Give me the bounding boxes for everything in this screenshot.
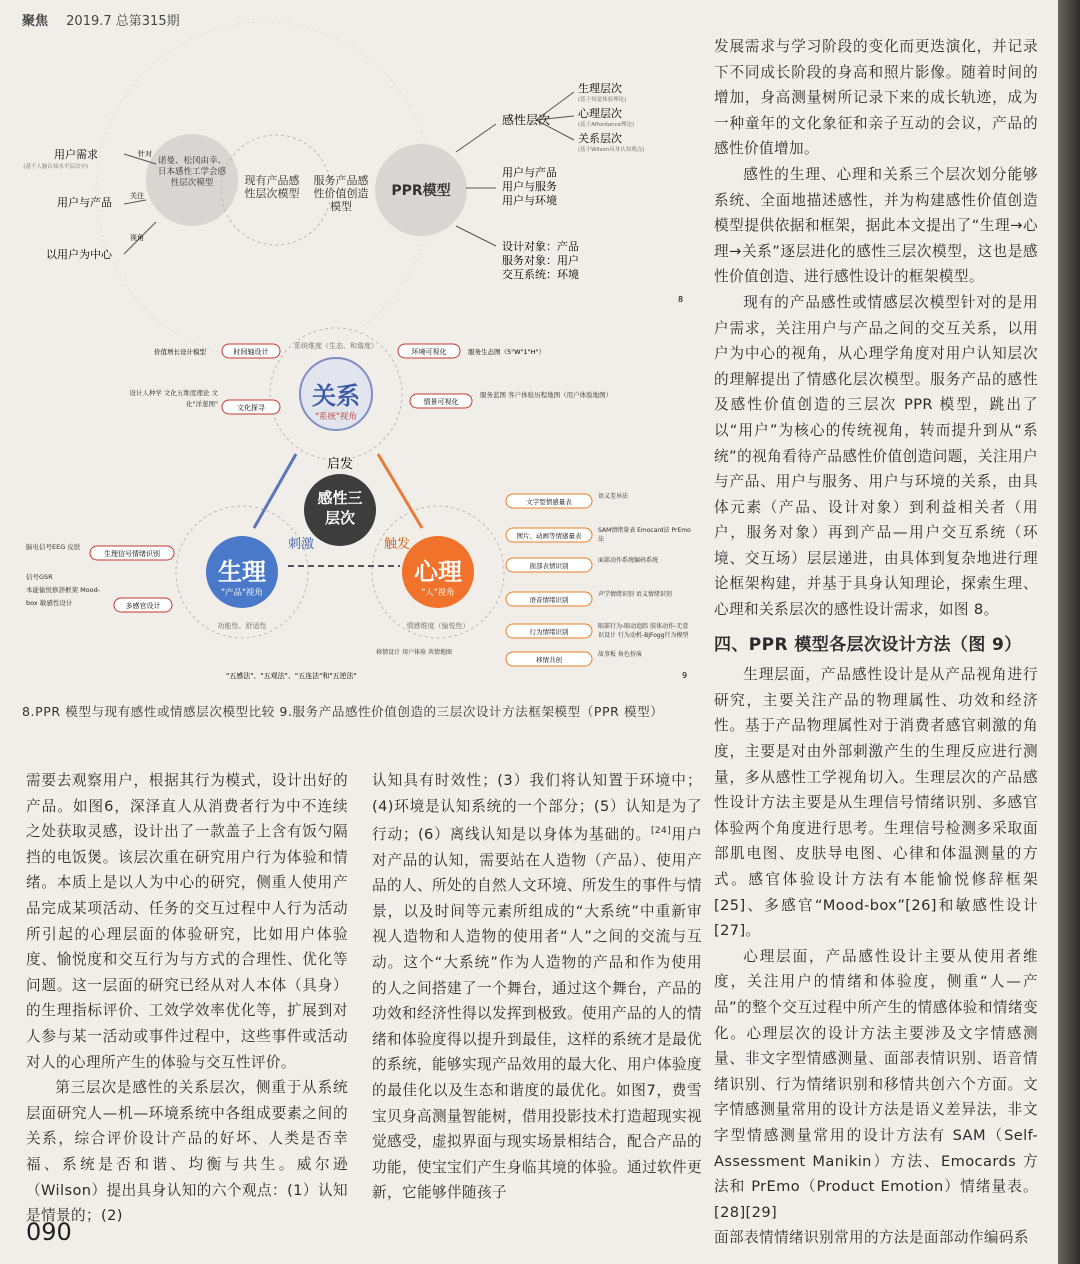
fig9-phys-left-tag-1: 生理信号情绪识别 <box>104 550 160 558</box>
fig9-relation-title: 关系 <box>312 382 360 410</box>
fig9-rel-right-tag-1: 环境可视化 <box>411 348 447 356</box>
fig9-center-label: 感性三层次 <box>317 489 363 527</box>
fig9-rel-right-tag-2: 情景可视化 <box>423 398 459 406</box>
fig9-relation-sub: "系统"视角 <box>315 412 357 422</box>
col3-para-2: 感性的生理、心理和关系三个层次划分能够系统、全面地描述感性，并为构建感性价值创造模型提供依据和框架，据此本文提出了“生理→心理→关系”逐层进化的感性三层次模型，这也是感性价值创造、进行感性设计的框架模型。 <box>714 165 1038 286</box>
fig9-phys-left-desc-2: 本能愉悦修辞框架 Mood-box 敏感性设计 <box>26 586 101 607</box>
fig9-psy-tag: 移情共创 <box>536 656 562 664</box>
fig9-psy-tag: 面部表情识别 <box>529 562 569 570</box>
col2-citation: [24] <box>650 826 672 837</box>
fig8-arrow-2: 关注 <box>130 192 144 200</box>
fig9-rel-right-desc-2: 服务蓝图 客户体验历程地图（用户体验地图） <box>480 391 613 399</box>
fig8-level-2-sub: (基于Affordance理论) <box>578 122 635 128</box>
fig8-need-3: 以用户为中心 <box>46 248 112 261</box>
fig8-center-left: 诺曼、松冈由幸、日本感性工学会感性层次模型 <box>157 156 226 188</box>
col3-para-1: 发展需求与学习阶段的变化而更迭演化，并记录下不同成长阶段的身高和照片影像。随着时间的增加，身高测量树所记录下来的成长轨迹，成为一种童年的文化象征和亲子互动的会议，产品的感性价值增加。 <box>714 38 1038 158</box>
fig8-level-3-sub: (基于Wilson具身认知观点) <box>578 147 645 153</box>
fig9-psy-bottom: 移情设计 用户体验 共情地图 <box>376 649 452 656</box>
fig9-number: 9 <box>682 671 688 680</box>
column-3 <box>714 34 1038 1251</box>
fig8-sense-level: 感性层次 <box>502 113 551 127</box>
fig8-need-2: 用户与产品 <box>57 196 112 209</box>
col3-para-3: 现有的产品感性或情感层次模型针对的是用户需求，关注用户与产品之间的交互关系，以用户为中心的视角，从心理学角度对用户认知层次的理解提出了情感化层次模型。服务产品的感性及感性价值创造的三层次 PPR 模型，跳出了以“用户”为核心的传统视角，转而提升到从“系统”的视角看待产品感性价值创造问题，关注用户与产品、用户与服务、用户与环境的关系，由具体元素（产品、设计对象）到利益相关者（用户，服务对象）再到产品—用户交互系统（环境、交互场）层层递进，由具体到复杂地进行理论框架构建，并基于具身认知理论，探索生理、心理和关系层次的感性设计需求，如图 8。 <box>714 293 1038 619</box>
fig8-level-1-sub: (基于知觉体验理论) <box>578 97 627 103</box>
fig8-relation-3: 用户与环境 <box>502 194 557 207</box>
fig9-edge-inspire: 启发 <box>326 457 354 472</box>
fig9-phys-left-desc-1: 脑电信号EEG 皮肤信号GSR <box>26 543 81 581</box>
fig9-relation-arc: 系统维度（生态、和谐度） <box>294 342 378 350</box>
fig8-level-3: 关系层次 <box>578 132 622 145</box>
fig9-psy-desc: 语义差异法 <box>598 493 629 500</box>
page-header <box>22 10 180 29</box>
fig9-psych-title: 心理 <box>414 558 462 586</box>
page-number: 090 <box>26 1218 72 1246</box>
figure-8-diagram <box>23 40 692 308</box>
fig8-level-2: 心理层次 <box>578 107 622 120</box>
fig9-psych-sub: "人"视角 <box>421 588 455 598</box>
fig8-need-1: 用户需求 <box>54 148 98 161</box>
col1-para-1: 需要去观察用户，根据其行为模式，设计出好的产品。如图6，深泽直人从消费者行为中不连续之处获取灵感，设计出了一款盖子上含有饭勺隔挡的电饭煲。该层次重在研究用户行为体验和情绪。本质上是以人为中心的研究，侧重人使用产品完成某项活动、任务的交互过程中人行为活动所引起的心理层面的体验研究，比如用户体验度、愉悦度和交互行为与方式的合理性、优化等问题。这一层面的研究已经从对人本体（具身）的生理指标评价、工效学效率优化等，扩展到对人参与某一活动或事件过程中，这些事件或活动对人的心理所产生的体验与交互性评价。 <box>26 772 348 1071</box>
figure-caption: 8.PPR 模型与现有感性或情感层次模型比较 9.服务产品感性价值创造的三层次设计方法框架模型（PPR 模型） <box>22 704 664 719</box>
fig9-psy-desc: SAM情绪量表 Emocard法 PrEmo法 <box>598 527 691 543</box>
fig8-object-3: 交互系统：环境 <box>502 268 579 281</box>
fig9-psy-desc: 声学情绪识别 语义情绪识别 <box>598 591 672 598</box>
fig9-psy-tag: 图片、动画等情感量表 <box>516 532 582 540</box>
fig9-physio-sub: "产品"视角 <box>221 588 263 598</box>
fig9-bottom-note: "五感法"、"五观法"、"五连法"和"五逆法" <box>226 672 357 680</box>
fig8-center-mid: 现有产品感性层次模型 <box>244 174 300 200</box>
fig9-psy-tag: 文字型情感量表 <box>526 498 572 506</box>
column-1 <box>26 768 348 1229</box>
section-heading: 四、PPR 模型各层次设计方法（图 9） <box>714 634 1022 655</box>
fig9-edge-trigger: 触发 <box>384 537 411 552</box>
fig8-relation-2: 用户与服务 <box>502 180 557 193</box>
fig9-psy-desc: 眼部行为-眼动追踪 肢体动作-无意识设计 行为动机-BJFogg行为模型 <box>598 623 689 639</box>
fig9-physio-title: 生理 <box>218 558 266 586</box>
fig9-rel-left-tag-1: 时间轴设计 <box>233 348 269 356</box>
fig8-object-2: 服务对象：用户 <box>502 254 579 267</box>
col3-para-5: 心理层面，产品感性设计主要从使用者维度，关注用户的情绪和体验度，侧重“人—产品”的整个交互过程中所产生的情感体验和情绪变化。心理层次的设计方法主要涉及文字情感测量、非文字型情感测量、面部表情识别、语音情绪识别、行为情绪识别和移情共创六个方面。文字情感测量常用的设计方法是语义差异法，非文字型情感测量常用的设计方法有 SAM（Self-Assessment Manikin）方法、Emocards 方法和 PrEmo（Product Emotion）情绪量表。[28][29] <box>714 947 1038 1221</box>
book-spine <box>1058 0 1080 1264</box>
fig9-rel-left-desc-1: 价值增长设计模型 <box>154 348 206 356</box>
fig9-physio-arc: 功能性、舒适性 <box>217 622 267 630</box>
fig9-rel-right-desc-1: 服务生态图（5"W"1"H"） <box>468 348 546 356</box>
fig8-center-right: 服务产品感性价值创造模型 <box>313 174 369 213</box>
fig9-rel-left-desc-2: 设计人种学 文化五维度理论 文化"洋葱图" <box>129 389 218 408</box>
col3-para-4: 生理层面，产品感性设计是从产品视角进行研究，主要关注产品的物理属性、功效和经济性。基于产品物理属性对于消费者感官刺激的角度，主要是对由外部刺激产生的生理反应进行测量，多从感性工学视角切入。生理层次的产品感性设计方法主要是从生理信号情绪识别、多感官体验两个角度进行思考。生理信号检测多采取面部肌电图、皮肤导电图、心律和体温测量的方式。感官体验设计方法有本能愉悦修辞框架[25]、多感官“Mood-box”[26]和敏感性设计[27]。 <box>714 666 1038 940</box>
fig9-psy-desc: 面部动作系统编码系统 <box>598 557 659 564</box>
header-brand: 聚焦 <box>22 14 49 29</box>
fig9-rel-left-tag-2: 文化探寻 <box>237 404 265 412</box>
fig8-number: 8 <box>678 295 684 304</box>
col3-para-6: 面部表情情绪识别常用的方法是面部动作编码系 <box>714 1229 1029 1247</box>
fig8-ppr-label: PPR模型 <box>391 183 451 199</box>
fig8-arrow-3: 视角 <box>130 234 144 242</box>
figure-9-diagram <box>26 322 692 684</box>
header-issue: 2019.7 总第315期 <box>66 14 180 29</box>
fig8-relation-1: 用户与产品 <box>502 166 557 179</box>
column-2 <box>372 768 702 1206</box>
fig8-arrow-1: 针对 <box>138 150 152 158</box>
fig9-psych-arc: 情感维度（愉悦性） <box>406 622 470 630</box>
fig9-psy-tag: 语音情绪识别 <box>529 596 569 604</box>
fig8-need-sub: (基于人脑认知水平层次中) <box>23 164 88 170</box>
fig9-psy-desc: 故事板 角色扮演 <box>598 651 642 658</box>
fig9-phys-left-tag-2: 多感官设计 <box>125 602 161 610</box>
fig8-level-1: 生理层次 <box>578 82 622 95</box>
col1-para-2: 第三层次是感性的关系层次，侧重于从系统层面研究人—机—环境系统中各组成要素之间的关系，综合评价设计产品的好坏、人类是否幸福、系统是否和谐、均衡与共生。威尔逊（Wilson）提出具身认知的六个观点：(1）认知是情景的；(2) <box>26 1079 348 1225</box>
fig9-psy-tag: 行为情绪识别 <box>529 628 569 636</box>
fig8-object-1: 设计对象：产品 <box>502 240 579 253</box>
col2-para-1: 认知具有时效性；(3）我们将认知置于环境中；(4)环境是认知系统的一个部分；(5）认知是为了行动；(6）离线认知是以身体为基础的。[24]用户对产品的认知，需要站在人造物（产品）、使用产品的人、所处的自然人文环境、所发生的事件与情景，以及时间等元素所组成的“大系统”中重新审视人造物和人造物的使用者“人”之间的交流与互动。这个“大系统”作为人造物的产品和作为使用的人之间搭建了一个舞台，通过这个舞台，产品的功效和经济性得以发挥到极致。使用产品的人的情绪和体验度得以提升到最佳，这样的系统才是最优的系统，能够实现产品效用的最大化、用户体验度的最佳化以及生态和谐度的最优化。如图7，费雪宝贝身高测量智能树，借用投影技术打造超现实视觉感受，虚拟界面与现实场景相结合，配合产品的功能，使宝宝们产生身临其境的体验。通过软件更新，它能够伴随孩子 <box>372 772 702 1202</box>
fig9-edge-stimulus: 刺激 <box>288 537 315 552</box>
